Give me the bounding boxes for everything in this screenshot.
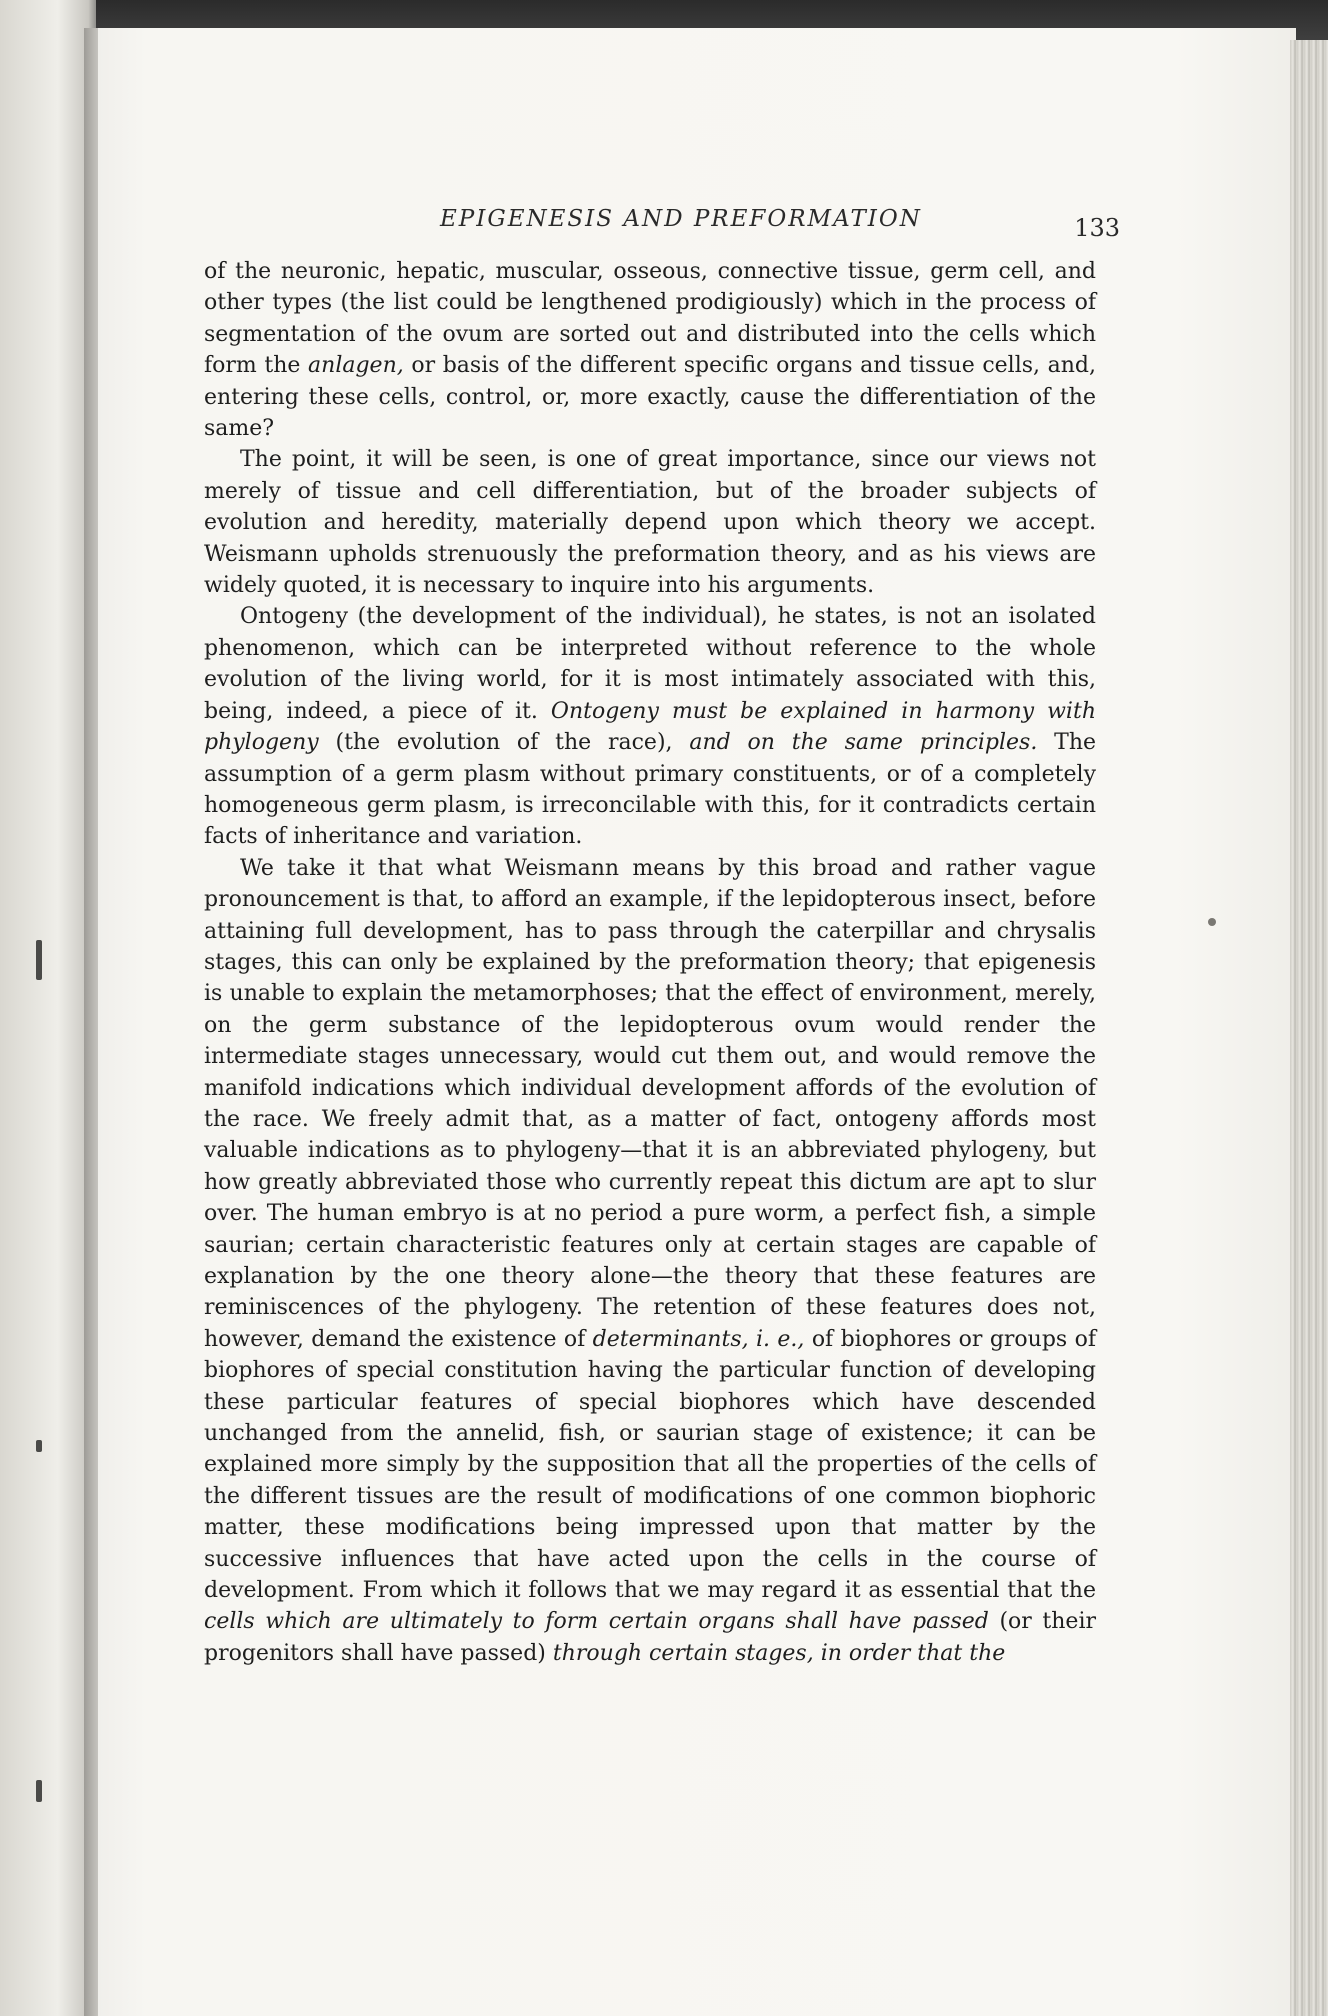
- page-number: 133: [1074, 214, 1120, 242]
- text-run: of the neuronic, hepatic, muscular, osseous, connective tissue, germ cell, and other types (the list could be lengthened prodigiously) which in the process of segmentation of the ovum are sorted out and distributed into the cells which form the: [204, 259, 1096, 379]
- text-run: (the evolution of the race),: [318, 730, 690, 756]
- text-run: The assumption of a germ plasm without primary constituents, or of a completely homogeneous germ plasm, is irreconcilable with this, for it contradicts certain facts of inheritance and variation.: [204, 730, 1097, 850]
- text-run: (or their progenitors shall have passed): [204, 1609, 1096, 1666]
- italic-run: anlagen,: [308, 353, 404, 379]
- binding-mark: [36, 940, 42, 980]
- page-header: [210, 200, 1120, 240]
- binding-mark: [36, 1440, 42, 1452]
- italic-run: and on the same principles.: [689, 730, 1038, 756]
- page-stack-edge: [1290, 40, 1328, 2016]
- text-run: We take it that what Weismann means by this broad and rather vague pronouncement is that, to afford an example, if the lepidopterous insect, before attaining full development, has to pass through the caterpillar and chrysalis stages, this can only be explained by the preformation theory; that epigenesis is unable to explain the metamorphoses; that the effect of environment, merely, on the germ substance of the lepidopterous ovum would render the intermediate stages unnecessary, would cut them out, and would remove the manifold indications which individual development affords of the evolution of the race. We freely admit that, as a matter of fact, ontogeny affords most valuable indications as to phylogeny—that it is an abbreviated phylogeny, but how greatly abbreviated those who currently repeat this dictum are apt to slur over. The human embryo is at no period a pure worm, a perfect fish, a simple saurian; certain characteristic features only at certain stages are capable of explanation by the one theory alone—the theory that these features are reminiscences of the phylogeny. The retention of these features does not, however, demand the existence of: [204, 855, 1096, 1352]
- binding-mark: [36, 1780, 42, 1802]
- previous-page-edge: [0, 0, 96, 2016]
- text-run: The point, it will be seen, is one of great importance, since our views not merely of tissue and cell differentiation, but of the broader subjects of evolution and heredity, materially depend upon which theory we accept. Weismann upholds strenuously the preformation theory, and as his views are widely quoted, it is necessary to inquire into his arguments.: [204, 447, 1096, 599]
- text-run: Ontogeny (the development of the individual), he states, is not an isolated phenomenon, which can be interpreted without reference to the whole evolution of the living world, for it is most intimately associated with this, being, indeed, a piece of it.: [204, 604, 1096, 724]
- italic-run: determinants, i. e.,: [592, 1326, 805, 1352]
- body-text: [204, 256, 1096, 1669]
- italic-run: through certain stages, in order that the: [552, 1640, 1006, 1666]
- text-run: or basis of the different specific organs and tissue cells, and, entering these cells, control, or, more exactly, cause the differentiation of the same?: [204, 353, 1096, 442]
- italic-run: cells which are ultimately to form certain organs shall have passed: [204, 1609, 989, 1635]
- paragraph-2: [204, 444, 1096, 601]
- margin-speck: [1208, 918, 1216, 926]
- italic-run: Ontogeny must be explained in harmony with phylogeny: [204, 698, 1096, 756]
- paragraph-3: [204, 601, 1096, 852]
- paragraph-4: [204, 853, 1096, 1670]
- paragraph-1: [204, 256, 1096, 444]
- text-run: of biophores or groups of biophores of special constitution having the particular function of developing these particular features of special biophores which have descended unchanged from the annelid, fish, or saurian stage of existence; it can be explained more simply by the supposition that all the properties of the cells of the different tissues are the result of modifications of one common biophoric matter, these modifications being impressed upon that matter by the successive influences that have acted upon the cells in the course of development. From which it follows that we may regard it as essential that the: [204, 1326, 1096, 1604]
- running-title: EPIGENESIS AND PREFORMATION: [440, 206, 922, 232]
